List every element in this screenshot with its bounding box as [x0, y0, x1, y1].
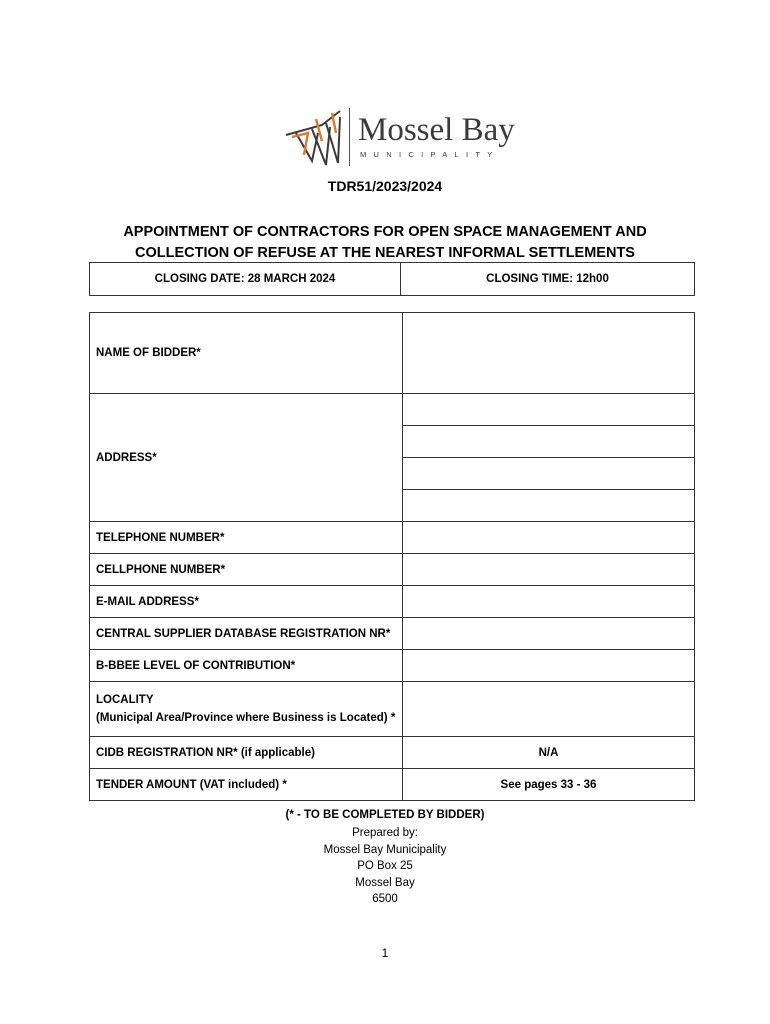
locality-field[interactable] — [403, 682, 695, 737]
tender-amount-value: See pages 33 - 36 — [403, 769, 695, 801]
address-line-2[interactable] — [403, 426, 695, 458]
bbbee-field[interactable] — [403, 650, 695, 682]
prepared-line-2: Mossel Bay Municipality — [323, 843, 447, 856]
address-line-1[interactable] — [403, 394, 695, 426]
bbbee-label: B-BBEE LEVEL OF CONTRIBUTION* — [90, 650, 403, 682]
closing-date: CLOSING DATE: 28 MARCH 2024 — [90, 263, 401, 296]
tender-reference: TDR51/2023/2024 — [327, 178, 443, 194]
address-label: ADDRESS* — [90, 394, 403, 522]
csd-label: CENTRAL SUPPLIER DATABASE REGISTRATION NR* — [90, 618, 403, 650]
telephone-label: TELEPHONE NUMBER* — [90, 522, 403, 554]
title-line-1: APPOINTMENT OF CONTRACTORS FOR OPEN SPACE MANAGEMENT AND — [123, 224, 647, 240]
cidb-value: N/A — [403, 737, 695, 769]
locality-label — [90, 682, 403, 737]
document-title — [0, 222, 770, 264]
prepared-line-5: 6500 — [372, 893, 398, 905]
prepared-line-4: Mossel Bay — [355, 876, 415, 889]
locality-subtitle: (Municipal Area/Province where Business is Located) * — [96, 712, 396, 724]
closing-time: CLOSING TIME: 12h00 — [401, 263, 695, 296]
email-label: E-MAIL ADDRESS* — [90, 586, 403, 618]
cellphone-label: CELLPHONE NUMBER* — [90, 554, 403, 586]
logo-divider — [349, 108, 350, 166]
prepared-by-block — [0, 825, 770, 908]
csd-field[interactable] — [403, 618, 695, 650]
title-line-2: COLLECTION OF REFUSE AT THE NEAREST INFORMAL SETTLEMENTS — [135, 245, 635, 261]
cidb-label: CIDB REGISTRATION NR* (if applicable) — [90, 737, 403, 769]
completion-note: (* - TO BE COMPLETED BY BIDDER) — [285, 809, 485, 821]
prepared-line-3: PO Box 25 — [357, 860, 413, 872]
logo-subtitle: MUNICIPALITY — [360, 150, 500, 159]
cellphone-field[interactable] — [403, 554, 695, 586]
page-number: 1 — [381, 946, 389, 960]
tender-amount-label: TENDER AMOUNT (VAT included) * — [90, 769, 403, 801]
closing-table — [89, 262, 695, 296]
bidder-details-table — [89, 312, 695, 801]
name-label: NAME OF BIDDER* — [90, 313, 403, 394]
locality-title: LOCALITY — [96, 694, 154, 706]
prepared-line-1: Prepared by: — [352, 827, 418, 839]
email-field[interactable] — [403, 586, 695, 618]
telephone-field[interactable] — [403, 522, 695, 554]
logo-name: Mossel Bay — [358, 112, 515, 148]
name-field[interactable] — [403, 313, 695, 394]
address-line-4[interactable] — [403, 490, 695, 522]
address-line-3[interactable] — [403, 458, 695, 490]
